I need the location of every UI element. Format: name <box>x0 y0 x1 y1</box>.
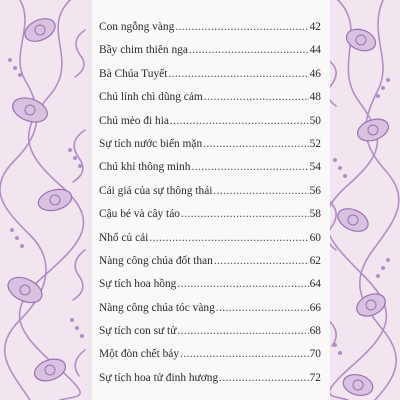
toc-page-number: 44 <box>309 44 321 57</box>
toc-dot-leader <box>191 161 308 173</box>
toc-dot-leader <box>189 44 309 56</box>
toc-entry[interactable] <box>99 91 321 114</box>
toc-dot-leader <box>177 325 308 337</box>
toc-entry[interactable] <box>99 68 321 91</box>
toc-page-number: 64 <box>309 278 321 291</box>
toc-page-number: 48 <box>309 91 321 104</box>
toc-title: Con ngỗng vàng <box>99 21 175 33</box>
toc-title: Nhổ củ cải <box>99 231 149 244</box>
toc-page-number: 72 <box>309 371 321 384</box>
toc-page-number: 58 <box>309 208 321 221</box>
toc-dot-leader <box>219 372 308 384</box>
table-of-contents <box>99 21 321 395</box>
toc-page-number: 54 <box>309 161 321 174</box>
toc-title: Nàng công chúa tóc vàng <box>99 301 215 314</box>
toc-dot-leader <box>214 255 309 267</box>
toc-dot-leader <box>216 302 309 314</box>
toc-title: Sự tích con sư tử <box>99 325 177 338</box>
toc-title: Nàng công chúa đốt than <box>99 254 213 267</box>
toc-entry[interactable] <box>99 278 321 301</box>
toc-dot-leader <box>149 232 308 244</box>
toc-entry[interactable] <box>99 325 321 348</box>
toc-dot-leader <box>181 208 309 220</box>
toc-dot-leader <box>213 185 308 197</box>
toc-entry[interactable] <box>99 372 321 395</box>
toc-page-number: 68 <box>309 325 321 338</box>
toc-page-number: 52 <box>309 137 321 150</box>
floral-border-left <box>0 0 96 400</box>
toc-title: Một đòn chết bảy <box>99 348 180 361</box>
toc-entry[interactable] <box>99 115 321 138</box>
toc-page-number: 70 <box>309 348 321 361</box>
toc-dot-leader <box>180 348 309 360</box>
toc-page-number: 46 <box>309 67 321 80</box>
toc-title: Sự tích hoa hồng <box>99 278 177 291</box>
toc-title: Chú lính chì dũng cảm <box>99 91 203 104</box>
toc-title: Sự tích hoa tử đinh hương <box>99 371 219 384</box>
toc-entry[interactable] <box>99 161 321 184</box>
floral-border-right <box>323 0 400 400</box>
toc-title: Cái giá của sự thông thái <box>99 184 213 197</box>
toc-dot-leader <box>177 278 308 290</box>
toc-entry[interactable] <box>99 348 321 371</box>
toc-page-number: 56 <box>309 184 321 197</box>
toc-entry[interactable] <box>99 185 321 208</box>
toc-dot-leader <box>204 91 309 103</box>
toc-title: Sự tích nước biển mặn <box>99 137 203 150</box>
toc-page-number: 60 <box>309 231 321 244</box>
toc-entry[interactable] <box>99 232 321 255</box>
toc-entry[interactable] <box>99 208 321 231</box>
toc-dot-leader <box>170 115 309 127</box>
toc-page-number: 62 <box>309 254 321 267</box>
toc-dot-leader <box>168 68 308 80</box>
toc-page-number: 42 <box>309 21 321 33</box>
toc-page-number: 50 <box>309 114 321 127</box>
toc-dot-leader <box>175 21 308 33</box>
toc-title: Chú mèo đi hia <box>99 114 169 127</box>
toc-entry[interactable] <box>99 302 321 325</box>
toc-title: Bầy chim thiên nga <box>99 44 188 57</box>
toc-title: Chú khỉ thông minh <box>99 161 191 174</box>
toc-entry[interactable] <box>99 138 321 161</box>
toc-title: Bà Chúa Tuyết <box>99 67 168 80</box>
toc-page-number: 66 <box>309 301 321 314</box>
toc-dot-leader <box>203 138 308 150</box>
toc-title: Cậu bé và cây táo <box>99 208 180 221</box>
toc-entry[interactable] <box>99 255 321 278</box>
toc-entry[interactable] <box>99 44 321 67</box>
toc-entry[interactable] <box>99 21 321 44</box>
